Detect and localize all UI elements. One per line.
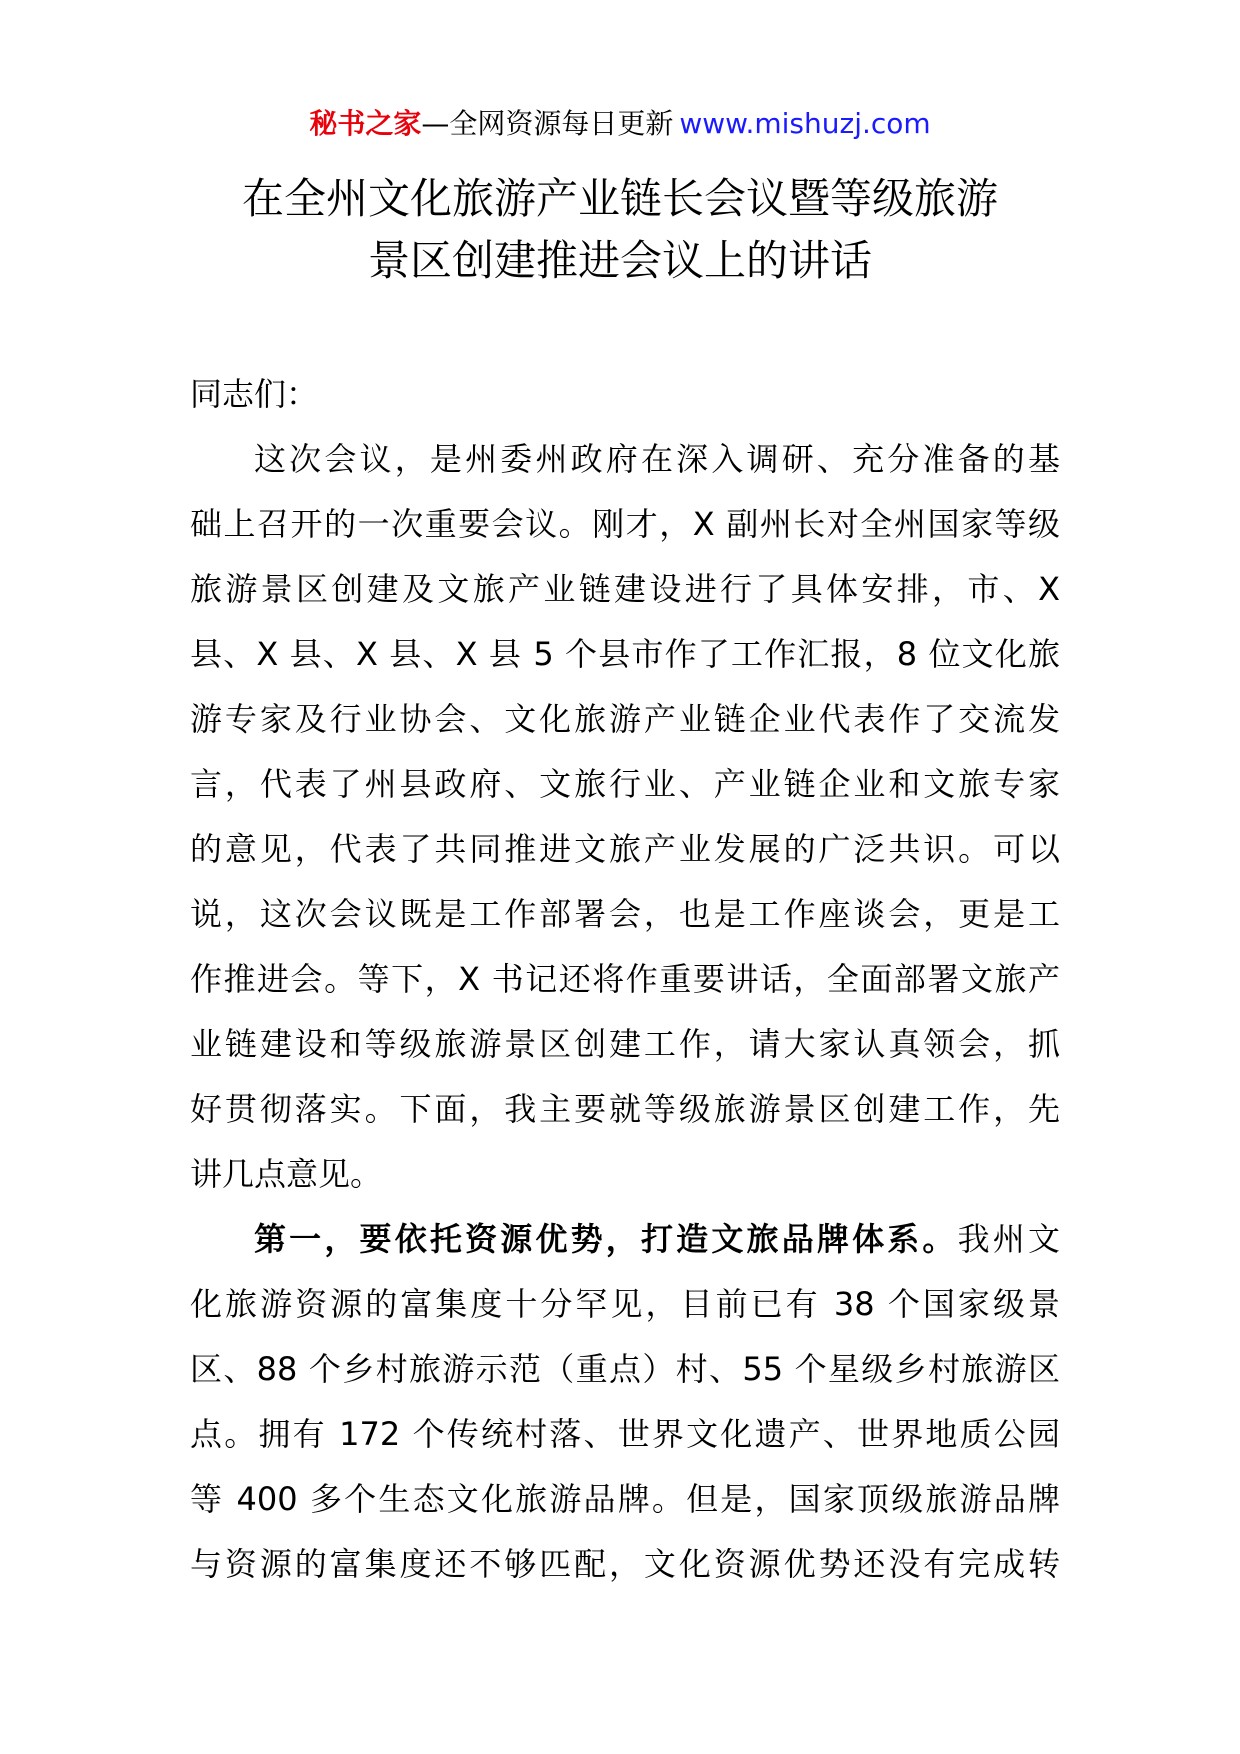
section-heading: 第一，要依托资源优势，打造文旅品牌体系。 [254,1220,958,1258]
site-tagline: —全网资源每日更新 [421,107,674,140]
site-watermark-header [0,104,1240,144]
paragraph-line: 讲几点意见。 [190,1155,383,1193]
site-brand: 秘书之家 [309,107,422,140]
paragraph-line: 这次会议，是州委州政府在深入调研、充分准备的基 [254,440,1060,478]
paragraph-line: 区、88 个乡村旅游示范（重点）村、55 个星级乡村旅游区 [190,1350,1060,1388]
title-line: 在全州文化旅游产业链长会议暨等级旅游 [241,174,998,223]
paragraph-2 [190,1207,1060,1597]
paragraph-1 [190,427,1060,1207]
salutation: 同志们： [190,375,319,413]
paragraph-line: 说，这次会议既是工作部署会，也是工作座谈会，更是工 [190,895,1060,933]
paragraph-line: 旅游景区创建及文旅产业链建设进行了具体安排，市、X [190,570,1060,608]
paragraph-line: 言，代表了州县政府、文旅行业、产业链企业和文旅专家 [190,765,1060,803]
paragraph-line: 游专家及行业协会、文化旅游产业链企业代表作了交流发 [190,700,1060,738]
paragraph-first-line [190,1207,1060,1272]
paragraph-line: 等 400 多个生态文化旅游品牌。但是，国家顶级旅游品牌 [190,1480,1060,1518]
document-body [190,362,1060,1597]
paragraph-line: 的意见，代表了共同推进文旅产业发展的广泛共识。可以 [190,830,1060,868]
paragraph-line: 作推进会。等下，X 书记还将作重要讲话，全面部署文旅产 [190,960,1060,998]
paragraph-line: 好贯彻落实。下面，我主要就等级旅游景区创建工作，先 [190,1090,1060,1128]
paragraph-text: 我州文 [957,1220,1060,1258]
title-line: 景区创建推进会议上的讲话 [367,236,872,285]
paragraph-line: 础上召开的一次重要会议。刚才，X 副州长对全州国家等级 [190,505,1060,543]
paragraph-line: 业链建设和等级旅游景区创建工作，请大家认真领会，抓 [190,1025,1060,1063]
paragraph-line: 与资源的富集度还不够匹配，文化资源优势还没有完成转 [190,1545,1060,1583]
document-title [0,168,1240,292]
paragraph-line: 化旅游资源的富集度十分罕见，目前已有 38 个国家级景 [190,1285,1060,1323]
paragraph-line: 点。拥有 172 个传统村落、世界文化遗产、世界地质公园 [190,1415,1060,1453]
site-url: www.mishuzj.com [679,107,931,140]
paragraph-line: 县、X 县、X 县、X 县 5 个县市作了工作汇报，8 位文化旅 [190,635,1060,673]
